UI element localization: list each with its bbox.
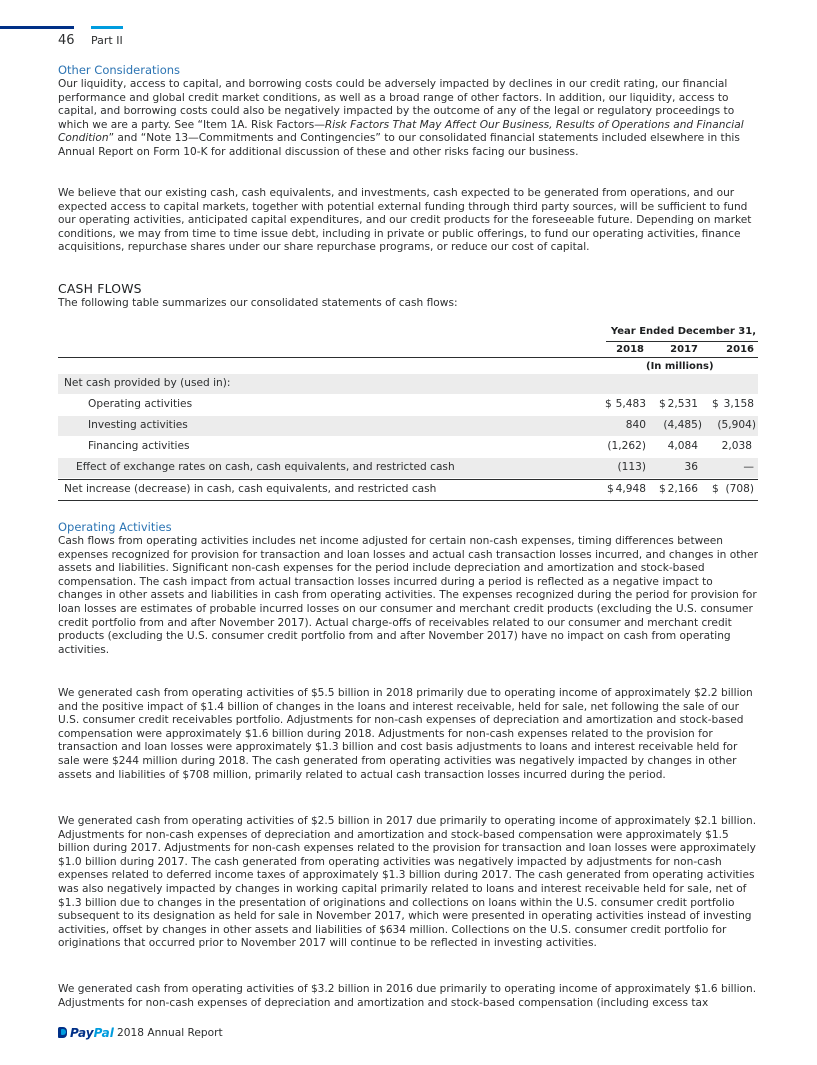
units-label: (In millions) bbox=[646, 361, 714, 372]
table-row bbox=[58, 395, 758, 415]
operating-activities-paragraph-3: We generated cash from operating activities of $2.5 billion in 2017 due primarily to operating income of approximately $2.1 billion. Adjustments for non-cash expenses of depreciation and amortization and stock-based compensation were approximately $1.5 billion during 2017. Adjustments for non-cash expenses related to the provision for transaction and loan losses were approximately $1.0 billion during 2017. The cash generated from operating activities was negatively impacted by adjustments for non-cash expenses related to deferred income taxes of approximately $1.3 billion during 2017. The cash generated from operating activities was also negatively impacted by changes in working capital primarily related to loans and interest receivable held for sale, net of $1.3 billion due to changes in the presentation of originations and collections on loans within the U.S. consumer credit portfolio subsequent to its designation as held for sale in November 2017, which were presented in operating activities instead of investing activities, offset by changes in other assets and liabilities of $634 million. Collections on the U.S. consumer credit portfolio for originations that occurred prior to November 2017 will continue to be reflected in investing activities. bbox=[58, 815, 757, 950]
value-2016: (708) bbox=[725, 483, 754, 495]
header-rule bbox=[58, 357, 758, 358]
row-label: Investing activities bbox=[88, 419, 188, 431]
row-label: Operating activities bbox=[88, 398, 193, 410]
value-2018: 840 bbox=[625, 419, 646, 431]
value-2018: (113) bbox=[617, 461, 646, 473]
footer-report-title: 2018 Annual Report bbox=[117, 1027, 223, 1039]
dollar-sign: $ bbox=[712, 483, 719, 495]
dollar-sign: $ bbox=[605, 398, 612, 410]
header-rule-light bbox=[91, 26, 123, 29]
value-2018: (1,262) bbox=[607, 440, 646, 452]
cash-flows-heading: CASH FLOWS bbox=[58, 281, 142, 296]
dollar-sign: $ bbox=[659, 398, 666, 410]
header-rule-dark bbox=[0, 26, 74, 29]
other-considerations-heading: Other Considerations bbox=[58, 63, 181, 77]
table-row bbox=[58, 437, 758, 457]
year-2018-header: 2018 bbox=[616, 344, 644, 355]
value-2018: 4,948 bbox=[615, 483, 646, 495]
value-2017: 36 bbox=[684, 461, 698, 473]
value-2016: — bbox=[743, 461, 754, 473]
value-2017: (4,485) bbox=[663, 419, 702, 431]
operating-activities-heading: Operating Activities bbox=[58, 520, 172, 534]
page-number: 46 bbox=[58, 33, 75, 48]
value-2016: 2,038 bbox=[721, 440, 752, 452]
row-label: Net increase (decrease) in cash, cash equivalents, and restricted cash bbox=[64, 483, 437, 495]
part-label: Part II bbox=[91, 34, 123, 47]
value-2017: 4,084 bbox=[667, 440, 698, 452]
row-label: Financing activities bbox=[88, 440, 190, 452]
value-2016: 3,158 bbox=[723, 398, 754, 410]
table-total-row bbox=[58, 480, 758, 500]
other-considerations-paragraph-2: We believe that our existing cash, cash equivalents, and investments, cash expected to be generated from operations, and our expected access to capital markets, together with potential external funding through third party sources, will be sufficient to fund our operating activities, anticipated capital expenditures, and our credit products for the foreseeable future. Depending on market conditions, we may from time to time issue debt, including in private or public offerings, to fund our operating activities, finance acquisitions, repurchase shares under our share repurchase programs, or reduce our cost of capital. bbox=[58, 187, 752, 254]
table-row bbox=[58, 416, 758, 436]
year-2016-header: 2016 bbox=[726, 344, 754, 355]
row-label: Effect of exchange rates on cash, cash equivalents, and restricted cash bbox=[76, 461, 455, 473]
paypal-logo: PayPal bbox=[58, 1026, 114, 1040]
period-header-rule bbox=[606, 341, 758, 342]
value-2017: 2,166 bbox=[667, 483, 698, 495]
value-2017: 2,531 bbox=[667, 398, 698, 410]
table-row bbox=[58, 458, 758, 478]
operating-activities-paragraph-4: We generated cash from operating activities of $3.2 billion in 2016 due primarily to operating income of approximately $1.6 billion. Adjustments for non-cash expenses of depreciation and amortization and stock-based compensation (including excess tax bbox=[58, 983, 757, 1009]
paypal-mark-icon bbox=[58, 1027, 67, 1038]
table-period-header: Year Ended December 31, bbox=[610, 326, 756, 337]
table-section-row bbox=[58, 374, 758, 394]
other-considerations-paragraph-1: Our liquidity, access to capital, and borrowing costs could be adversely impacted by declines in our credit rating, our financial performance and global credit market conditions, as well as a broad range of other factors. In addition, our liquidity, access to capital, and borrowing costs could also be negatively impacted by the outcome of any of the legal or regulatory proceedings to which we are a party. See “Item 1A. Risk Factors—Risk Factors That May Affect Our Business, Results of Operations and Financial Condition” and “Note 13—Commitments and Contingencies” to our consolidated financial statements included elsewhere in this Annual Report on Form 10-K for additional discussion of these and other risks facing our business. bbox=[58, 78, 744, 158]
year-2017-header: 2017 bbox=[670, 344, 698, 355]
value-2018: 5,483 bbox=[615, 398, 646, 410]
operating-activities-paragraph-1: Cash flows from operating activities includes net income adjusted for certain non-cash expenses, timing differences between expenses recognized for provision for transaction and loan losses and actual cash transaction losses incurred, and changes in other assets and liabilities. Significant non-cash expenses for the period include depreciation and amortization and stock-based compensation. The cash impact from actual transaction losses incurred during a period is reflected as a negative impact to changes in other assets and liabilities in cash from operating activities. The expenses recognized during the period for provision for loan losses are estimates of probable incurred losses on our consumer and merchant credit products (excluding the U.S. consumer credit portfolio from and after November 2017). Actual charge-offs of receivables related to our consumer and merchant credit products (excluding the U.S. consumer credit portfolio from and after November 2017) have no impact on cash from operating activities. bbox=[58, 535, 758, 656]
dollar-sign: $ bbox=[659, 483, 666, 495]
row-label: Net cash provided by (used in): bbox=[64, 377, 231, 389]
dollar-sign: $ bbox=[712, 398, 719, 410]
cash-flows-intro: The following table summarizes our consolidated statements of cash flows: bbox=[58, 297, 458, 309]
operating-activities-paragraph-2: We generated cash from operating activities of $5.5 billion in 2018 primarily due to operating income of approximately $2.2 billion and the positive impact of $1.4 billion of changes in the loans and interest receivable, held for sale, net following the sale of our U.S. consumer credit receivables portfolio. Adjustments for non-cash expenses of depreciation and amortization and stock-based compensation were approximately $1.6 billion during 2018. Adjustments for non-cash expenses related to the provision for transaction and loan losses were approximately $1.3 billion and cost basis adjustments to loans and interest receivable held for sale were $244 million during 2018. The cash generated from operating activities was negatively impacted by changes in other assets and liabilities of $708 million, primarily related to actual cash transaction losses incurred during the period. bbox=[58, 687, 753, 781]
total-bottom-rule bbox=[58, 500, 758, 501]
value-2016: (5,904) bbox=[717, 419, 756, 431]
dollar-sign: $ bbox=[607, 483, 614, 495]
